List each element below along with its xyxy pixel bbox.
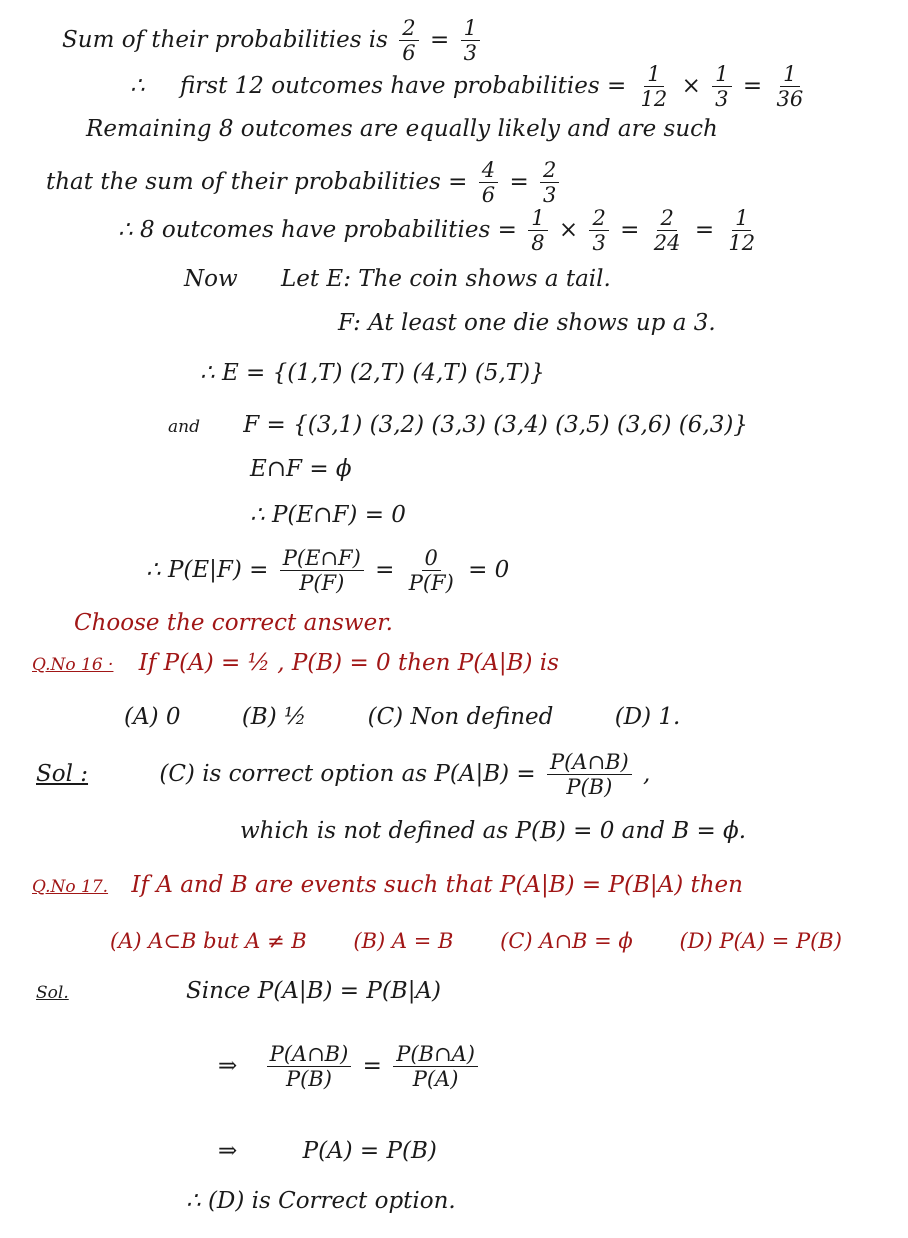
line-event-e: Now Let E: The coin shows a tail. (184, 266, 611, 292)
question-16-label: Q.No 16 · (32, 655, 114, 675)
line-conditional-result: ∴ P(E|F) = $\frac{P(E\cap F)}{P(F)}$ = $\frac{0}{P(F)}$ = 0 (146, 546, 510, 595)
line-first-12-outcomes: ∴ first 12 outcomes have probabilities = $\frac{1}{12}$ × $\frac{1}{3}$ = $\frac{1}{36}$ (130, 62, 804, 111)
q16-option-d: (D) 1. (614, 704, 681, 730)
solution-16-reason: which is not defined as P(B) = 0 and B = ϕ. (240, 818, 747, 844)
question-16: Q.No 16 · If P(A) = ½ , P(B) = 0 then P(A|B) is (32, 650, 559, 676)
line-set-f: and F = {(3,1) (3,2) (3,3) (3,4) (3,5) (3,6) (6,3)} (168, 412, 748, 438)
line-p-intersection: ∴ P(E∩F) = 0 (250, 502, 406, 528)
q16-option-c: (C) Non defined (367, 704, 554, 730)
line-event-f: F: At least one die shows up a 3. (338, 310, 716, 336)
line-intersection-empty: E∩F = ϕ (250, 456, 352, 482)
line-set-e: ∴ E = {(1,T) (2,T) (4,T) (5,T)} (200, 360, 545, 386)
q16-option-a: (A) 0 (124, 704, 181, 730)
sol2-label: Sol. (36, 983, 69, 1003)
question-17-label: Q.No 17. (32, 877, 109, 897)
solution-16: Sol : (C) is correct option as P(A|B) = $\frac{P(A\cap B)}{P(B)}$ , (36, 750, 651, 799)
line-remaining-outcomes: Remaining 8 outcomes are equally likely and are such (86, 116, 718, 142)
q17-option-d: (D) P(A) = P(B) (679, 929, 842, 953)
q17-option-c: (C) A∩B = ϕ (500, 929, 633, 953)
question-16-options (124, 702, 734, 732)
line-8-outcomes: ∴ 8 outcomes have probabilities = $\frac{1}{8}$ × $\frac{2}{3}$ = $\frac{2}{24}$ = $\frac{1}{12}$ (118, 206, 756, 255)
solution-17-fraction: ⇒ $\frac{P(A\cap B)}{P(B)}$ = $\frac{P(B\cap A)}{P(A)}$ (218, 1044, 482, 1090)
q17-option-b: (B) A = B (353, 929, 454, 953)
solution-17-equal: ⇒ P(A) = P(B) (218, 1138, 437, 1164)
solution-17-conclusion: ∴ (D) is Correct option. (186, 1188, 456, 1214)
question-17: Q.No 17. If A and B are events such that P(A|B) = P(B|A) then (32, 872, 743, 898)
fraction-2-6: $\frac{2}{6}$ (399, 18, 418, 64)
fraction-1-3: $\frac{1}{3}$ (461, 18, 480, 64)
line-sum-probabilities: Sum of their probabilities is $\frac{2}{6}$ = $\frac{1}{3}$ (62, 18, 484, 64)
q17-option-a: (A) A⊂B but A ≠ B (110, 929, 307, 953)
question-17-options (110, 926, 842, 956)
line-sum-remaining: that the sum of their probabilities = $\frac{4}{6}$ = $\frac{2}{3}$ (46, 160, 563, 206)
solution-17-start: Sol. Since P(A|B) = P(B|A) (36, 978, 442, 1004)
q16-option-b: (B) ½ (241, 704, 307, 730)
sol-label: Sol : (36, 761, 89, 787)
heading-choose-answer: Choose the correct answer. (74, 610, 393, 636)
sum-text: Sum of their probabilities is (62, 27, 388, 53)
